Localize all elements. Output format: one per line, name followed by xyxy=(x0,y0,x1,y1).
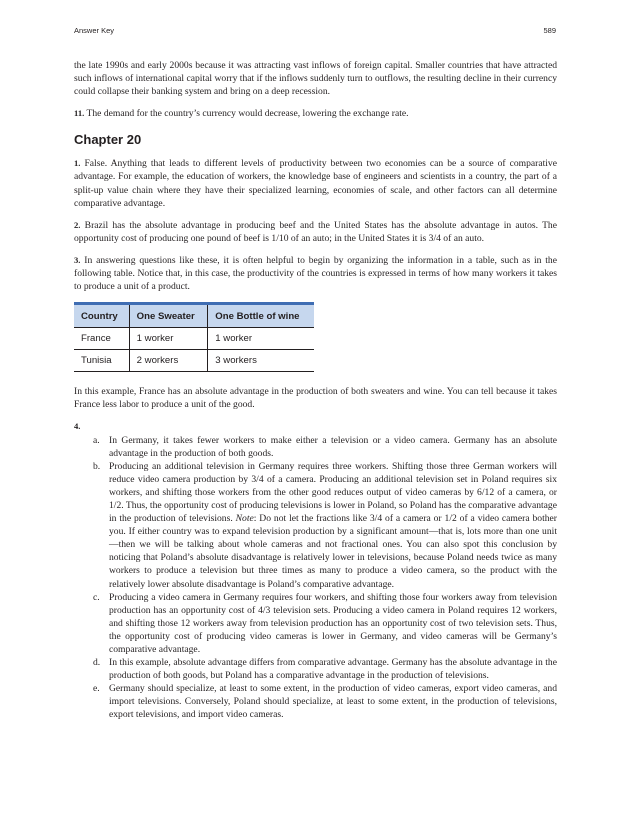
list-item xyxy=(93,591,557,656)
answer-text: Brazil has the absolute advantage in producing beef and the United States has the absolute advantage in autos. The opportunity cost of producing one pound of beef is 1/10 of an auto; in the United States it is 3/4 of an auto. xyxy=(74,219,557,244)
page-header xyxy=(74,26,556,38)
answer-4 xyxy=(74,420,557,433)
answer-number: 3. xyxy=(74,254,81,265)
table-cell: 2 workers xyxy=(129,350,208,372)
answer-number: 4. xyxy=(74,421,81,432)
answer-3 xyxy=(74,254,557,293)
column-header: One Sweater xyxy=(129,304,208,328)
running-head: Answer Key xyxy=(74,26,115,35)
intro-paragraph: the late 1990s and early 2000s because it was attracting vast inflows of foreign capital. Smaller countries that have attracted such inflows of international capital worry that if the inflows suddenly turn to outflows, the resulting decline in their currency could collapse their banking system and bring on a deep recession. xyxy=(74,60,557,98)
list-item-text: : Do not let the fractions like 3/4 of a camera or 1/2 of a video camera bother you. If either country was to expand television production by a significant amount—that is, lots more than one unit—then we will be talking about whole cameras and not fractional ones. You can also spot this conclusion by noticing that Poland’s absolute disadvantage is relatively lower in televisions, because Poland needs twice as many workers to produce a television but three times as many to produce a video camera, so the product with the relatively lower absolute disadvantage is Poland’s comparative advantage. xyxy=(109,513,557,590)
table-cell: 3 workers xyxy=(208,350,314,372)
answer-text: False. Anything that leads to different levels of productivity between two economies can be a source of comparative advantage. For example, the education of workers, the knowledge base of engineers and scientists in a country, the part of a split-up value chain where they have their specialized learning, economies of scale, and other factors can all determine comparative advantage. xyxy=(74,158,557,209)
table-cell: 1 worker xyxy=(208,328,314,350)
table-row xyxy=(74,350,314,372)
list-marker: c. xyxy=(93,591,100,603)
list-item xyxy=(93,460,557,591)
list-marker: b. xyxy=(93,460,101,472)
column-header: Country xyxy=(81,310,118,322)
table-cell: France xyxy=(74,328,129,350)
column-header: One Bottle of wine xyxy=(208,304,314,328)
list-marker: a. xyxy=(93,434,100,446)
table-cell: 1 worker xyxy=(129,328,208,350)
answer-11 xyxy=(74,107,557,120)
list-item-text: In Germany, it takes fewer workers to make either a television or a video camera. Germany has an absolute advantage in the production of both goods. xyxy=(109,434,557,459)
list-item xyxy=(93,682,557,721)
productivity-table xyxy=(74,302,314,372)
table-header-row xyxy=(74,304,314,328)
answer-number: 11. xyxy=(74,108,85,119)
answer-4-list xyxy=(93,434,557,722)
list-item xyxy=(93,656,557,682)
list-item-text: Producing a video camera in Germany requires four workers, and shifting those four workers away from television production has an opportunity cost of 4/3 television sets. Producing a video camera in Poland requires 12 workers, and shifting those 12 workers away from television production has an opportunity cost of two television sets. Thus, the opportunity cost of producing video cameras is lower in Germany, and video cameras will be Germany’s comparative advantage. xyxy=(109,591,557,655)
answer-2 xyxy=(74,219,557,245)
note-label: Note xyxy=(235,513,254,525)
list-item-text: In this example, absolute advantage differs from comparative advantage. Germany has the absolute advantage in the production of both goods, but Poland has a comparative advantage in the production of televisions. xyxy=(109,657,557,682)
list-item-text: Producing an additional television in Germany requires three workers. Shifting those three German workers will reduce video camera production by 3/4 of a camera. Producing an additional television set in Poland requires six workers, and shifting those workers from the other good reduces output of video cameras by 6/12 of a camera, or 1/2. Thus, the opportunity cost of producing televisions is lower in Poland, so Poland has the comparative advantage in the production of televisions. xyxy=(109,460,557,525)
list-item xyxy=(93,434,557,460)
table-row xyxy=(74,328,314,350)
answer-text: The demand for the country’s currency would decrease, lowering the exchange rate. xyxy=(84,108,409,120)
page-content xyxy=(74,59,557,722)
after-table-paragraph: In this example, France has an absolute advantage in the production of both sweaters and wine. You can tell because it takes France less labor to produce a unit of the good. xyxy=(74,386,557,411)
answer-number: 1. xyxy=(74,158,81,169)
table-cell: Tunisia xyxy=(74,350,129,372)
list-marker: d. xyxy=(93,657,101,669)
list-item-text: Germany should specialize, at least to some extent, in the production of video cameras, export video cameras, and import televisions. Conversely, Poland should specialize, at least to some extent, in the production of televisions, export televisions, and import video cameras. xyxy=(109,683,557,721)
answer-number: 2. xyxy=(74,219,81,230)
page-number: 589 xyxy=(543,26,556,35)
list-marker: e. xyxy=(93,683,100,695)
answer-1 xyxy=(74,157,557,209)
answer-text: In answering questions like these, it is often helpful to begin by organizing the information in a table, such as in the following table. Notice that, in this case, the productivity of the countries is expressed in terms of how many workers it takes to produce a unit of a product. xyxy=(74,254,557,293)
chapter-title: Chapter 20 xyxy=(74,132,142,148)
